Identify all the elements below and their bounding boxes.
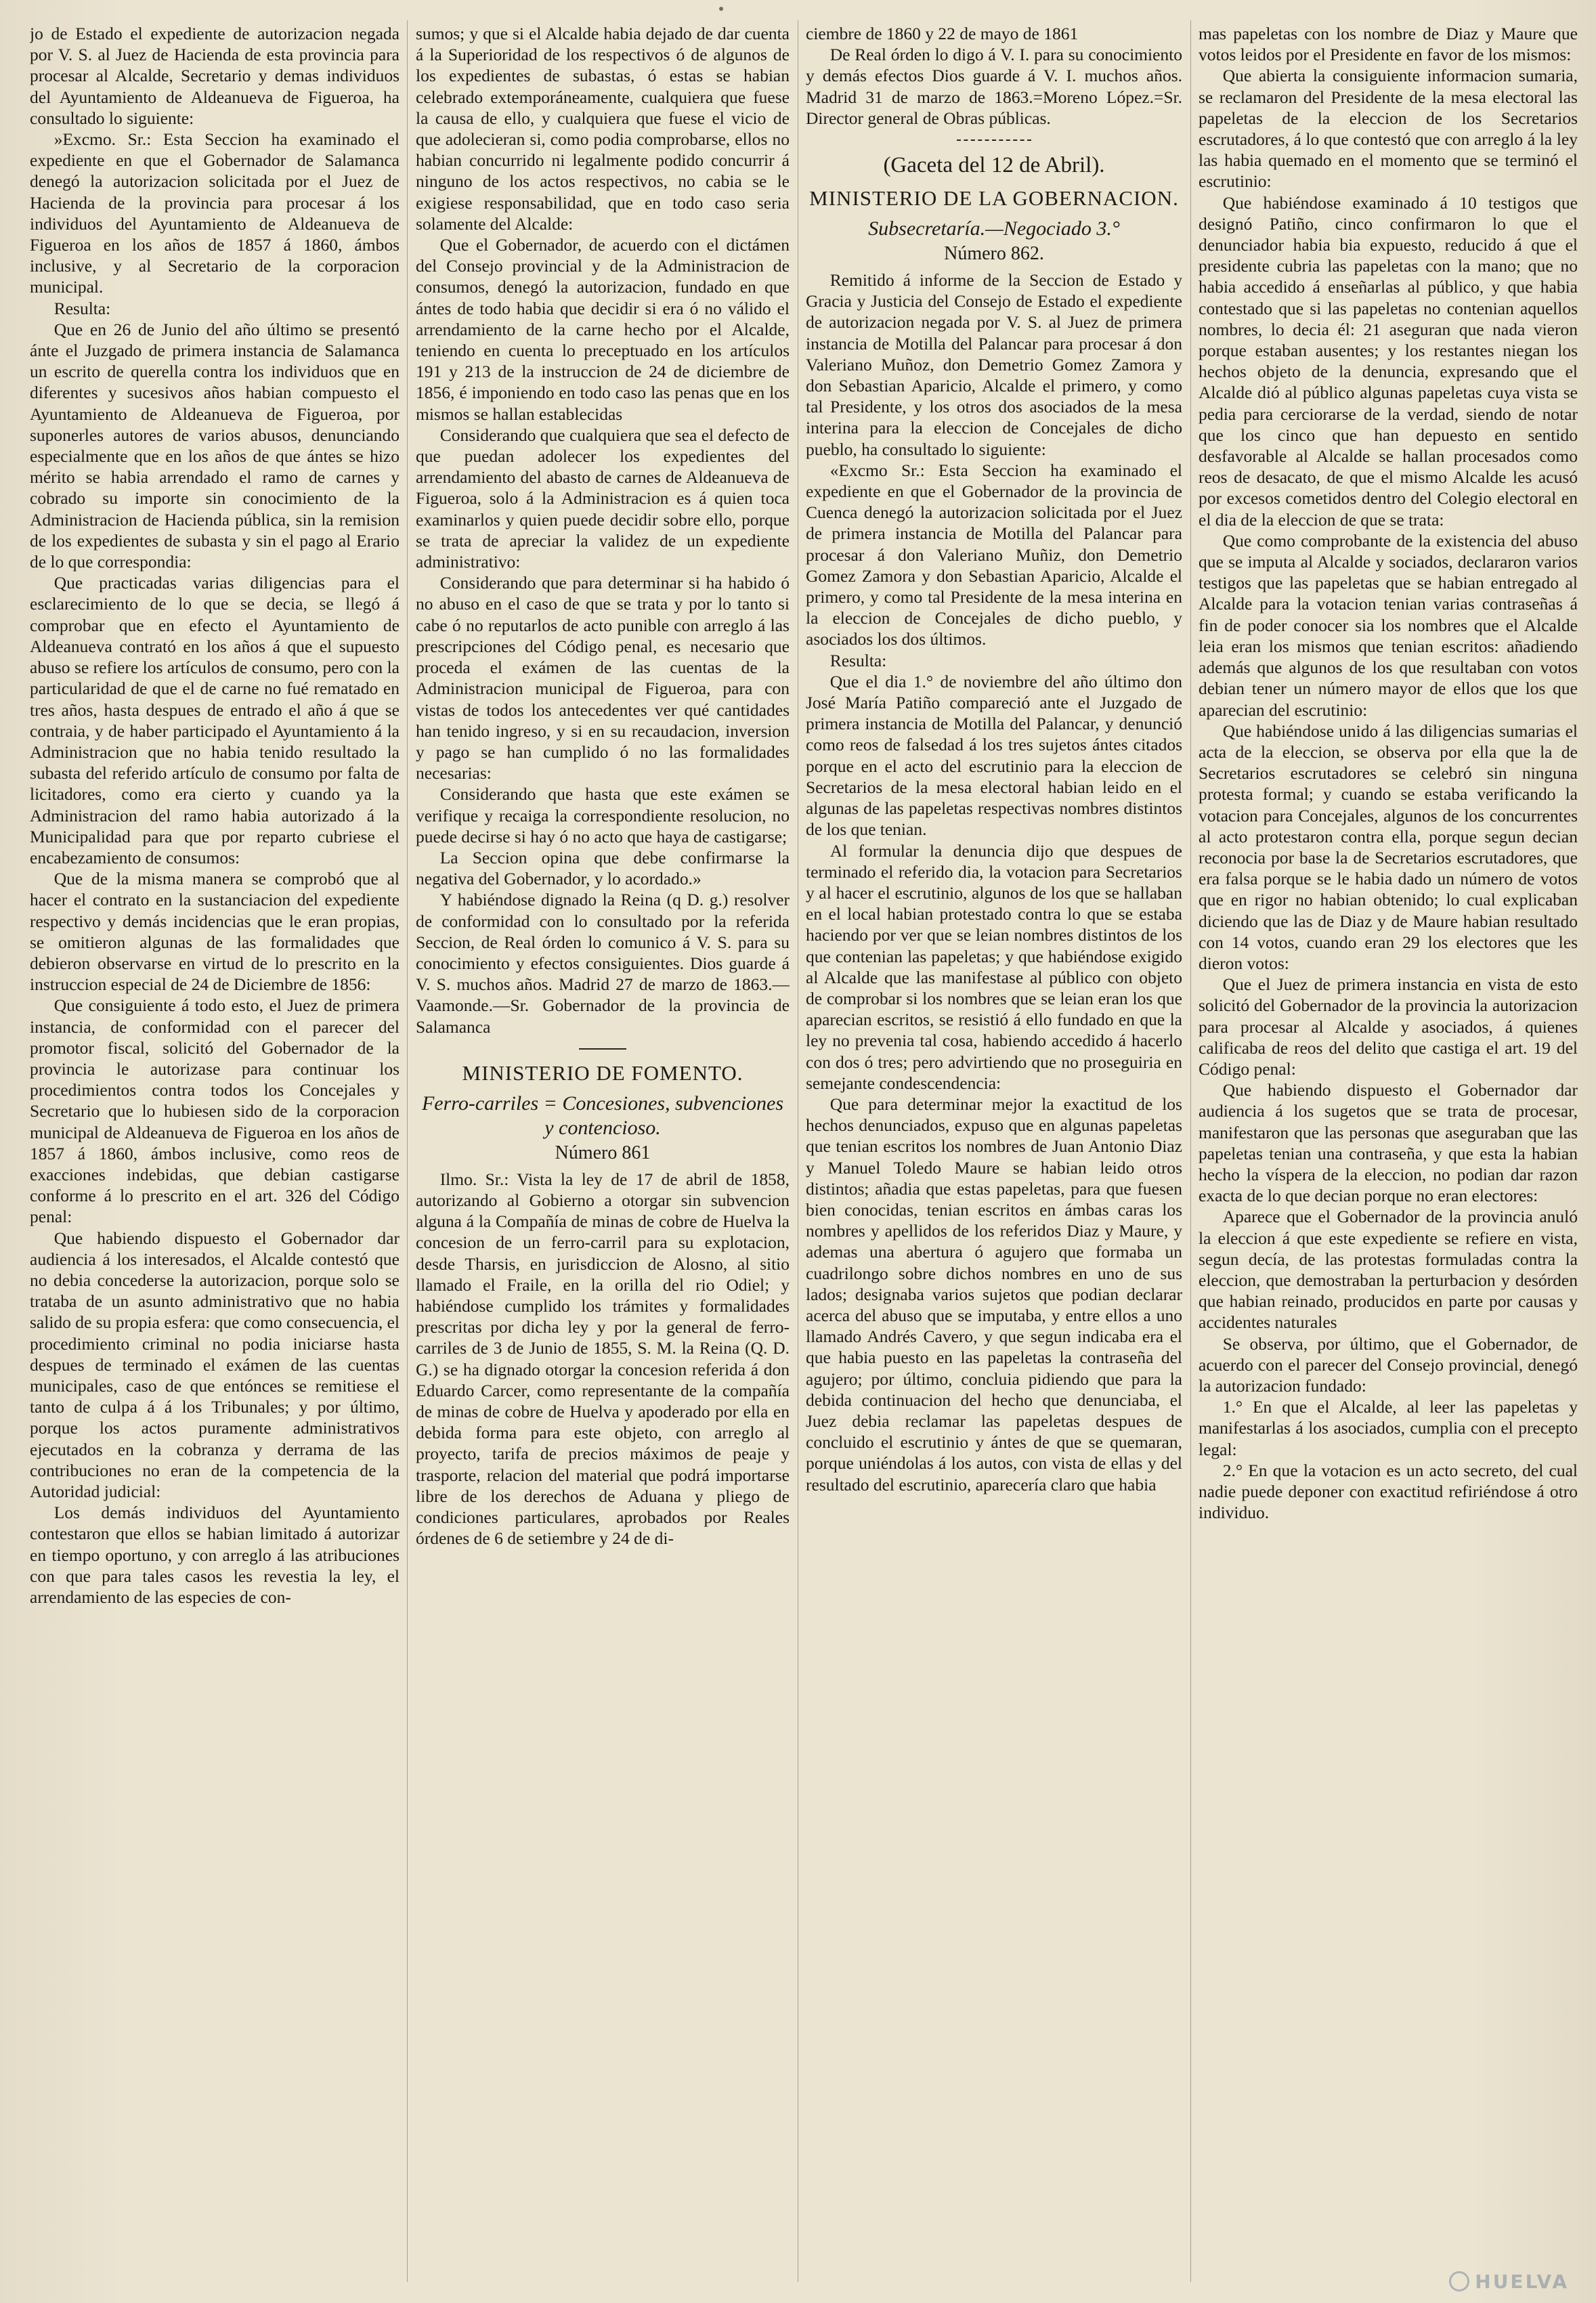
resulta-label: Resulta: [829, 650, 887, 670]
paragraph: Se observa, por último, que el Gobernador, de acuerdo con el parecer del Consejo provincial, denegó la autorizacion fundado: [1199, 1333, 1578, 1396]
section-subheading: Subsecretaría.—Negociado 3.° [868, 217, 1120, 240]
watermark-text: HUELVA [1475, 2270, 1569, 2293]
ministry-heading: MINISTERIO DE LA GOBERNACION. [809, 186, 1179, 211]
paragraph: mas papeletas con los nombre de Diaz y Maure que votos leidos por el Presidente en favor de los mismos: [1199, 24, 1578, 65]
paragraph: Remitido á informe de la Seccion de Estado y Gracia y Justicia del Consejo de Estado el expediente de autorizacion negada por V. S. al Juez de primera instancia de Motilla del Palancar para procesar á don Valeriano Muñoz, don Demetrio Gomez Zamora y don Sebastian Aparicio, Alcalde el primero, y como tal Presidente, y los otros dos asociados de la mesa interina para la eleccion de Concejales de dicho pueblo, ha consultado lo siguiente: [806, 270, 1182, 459]
column-rule [407, 20, 408, 2282]
column-1 [30, 23, 400, 2281]
document-number: Número 862. [944, 243, 1044, 265]
paragraph: Al formular la denuncia dijo que despues de terminado el referido dia, la votacion para Secretarios y al hacer el escrutinio, algunos de los que se hallaban en el local habian protestado contra lo que se estaba haciendo por ver que se leian nombres distintos de los que contenian las papeletas; y que habiéndose exigido al Alcalde que las manifestase al público con objeto de comprobar si los nombres que se leian eran los que aparecian escritos, se resistió á ello fundado en que la ley no prevenia tal cosa, habiendo accedido á hacerlo con dos ó tres; pero advirtiendo que no proseguiria en semejante condescendencia: [806, 840, 1182, 1093]
paragraph: Que practicadas varias diligencias para el esclarecimiento de lo que se decia, se llegó á comprobar que en efecto el Ayuntamiento de Aldeanueva contrató en los años á que el supuesto abuso se refiere los artículos de consumo, pero con la particularidad de que el de carne no fué rematado en tres años, hasta despues de entrado el año á que se contraia, y de haber participado el Ayuntamiento á la Administracion que no habia tenido resultado la subasta del referido artículo de consumo por falta de licitadores, como era cierto y cuando ya la Administracion del ramo habia autorizado á la Municipalidad para que por reparto cubriese el encabezamiento de consumos: [30, 573, 400, 867]
column-3 [806, 23, 1182, 2281]
paragraph: sumos; y que si el Alcalde habia dejado de dar cuenta á la Superioridad de los respectivos ó de algunos de los expedientes de subastas, ó estas se habian celebrado extemporáneamente, cualquiera que fuese la causa de ello, y cualquiera que fuese el vicio de que adolecieran si, como podia comprobarse, ellos no habian concurrido ni legalmente podido concurrir á ninguno de los actos respectivos, no cabia se le exigiese responsabilidad, que en todo caso seria solamente del Alcalde: [416, 24, 790, 234]
paragraph: La Seccion opina que debe confirmarse la negativa del Gobernador, y lo acordado.» [416, 847, 790, 889]
paragraph: Que el Gobernador, de acuerdo con el dictámen del Consejo provincial y de la Administracion de consumos, denegó la autorizacion, fundado en que ántes de todo habia que decidir si era ó no válido el arrendamiento de la carne hecho por el Alcalde, teniendo en cuenta lo preceptuado en los artículos 191 y 213 de la instruccion de 24 de diciembre de 1856, é imponiendo en todo caso las penas que en los mismos se hallan establecidas [416, 235, 790, 424]
paragraph: ciembre de 1860 y 22 de mayo de 1861 [806, 24, 1079, 43]
ministry-heading: MINISTERIO DE FOMENTO. [462, 1060, 743, 1085]
ink-dot [719, 7, 723, 11]
paragraph: Que para determinar mejor la exactitud de los hechos denunciados, expuso que en algunas papeletas que tenian escritos los nombres de Juan Antonio Diaz y Manuel Toledo Maure se habian leido otros distintos; añadia que estas papeletas, para que fuesen bien conocidas, tenian escritos en ámbas caras los nombres y apellidos de los referidos Diaz y Maure, y ademas una abertura ó agujero que formaba un cuadrilongo sobre dichos nombres en uno de sus lados; designaba varios sujetos que podian declarar acerca del abuso que se imputaba, y entre ellos a uno llamado Andrés Cavero, y que segun indicaba era el que habia puesto en las papeletas la contraseña del agujero; por último, concluia pidiendo que para la debida continuacion del hecho que denunciaba, el Juez debia reclamar las papeletas despues de concluido el escrutinio y ántes de que se quemaran, porque uniéndolas á los autos, con vista de ellas y del resultado del escrutinio, aparecería claro que habia [806, 1094, 1182, 1494]
section-subheading: Ferro-carriles = Concesiones, subvenciones y contencioso. [421, 1092, 784, 1139]
seal-icon [1449, 2271, 1469, 2291]
gaceta-date: (Gaceta del 12 de Abril). [883, 153, 1105, 178]
document-number: Número 861 [555, 1142, 651, 1163]
paragraph: Los demás individuos del Ayuntamiento contestaron que ellos se habian limitado á autorizar en tiempo oportuno, y con arreglo á las atribuciones con que para tales casos les revestia la ley, el arrendamiento de las especies de con- [30, 1503, 400, 1608]
paragraph: Que habiendo dispuesto el Gobernador dar audiencia á los interesados, el Alcalde contestó que no debia concederse la autorizacion, porque solo se trataba de un asunto administrativo que no habia salido de su propia esfera: que como consecuencia, el procedimiento criminal no podia iniciarse hasta despues de terminado el exámen de las cuentas municipales, caso de que entónces se remitiese el tanto de culpa á á los Tribunales; y por último, porque los actos puramente administrativos ejecutados en la cobranza y derrama de las contribuciones no eran de la competencia de la Autoridad judicial: [30, 1228, 400, 1502]
paragraph: Que el dia 1.° de noviembre del año último don José María Patiño compareció ante el Juzgado de primera instancia de Motilla del Palancar, y denunció como reos de falsedad á los tres sujetos ántes citados porque en el acto del escrutinio para la eleccion de Secretarios de la mesa electoral habian leido en el algunas de las papeletas respectivas nombres distintos de los que tenian. [806, 671, 1182, 840]
paragraph: »Excmo. Sr.: Esta Seccion ha examinado el expediente en que el Gobernador de Salamanca denegó la autorizacion solicitada por el Juez de Hacienda de la provincia para procesar á los individuos del Ayuntamiento de Aldeanueva de Figueroa en los años de 1857 á 1860, ámbos inclusive, y al Secretario de la corporacion municipal. [30, 129, 400, 297]
paragraph: Que habiendo dispuesto el Gobernador dar audiencia á los sugetos que se trata de procesar, manifestaron que las personas que aseguraban que las papeletas tenian una contraseña, y que esta la habian hecho la víspera de la eleccion, no podian dar razon exacta de lo que decian porque no eran electores: [1199, 1080, 1578, 1206]
paragraph: Que abierta la consiguiente informacion sumaria, se reclamaron del Presidente de la mesa electoral las papeletas de la eleccion de los Secretarios escrutadores, á lo que contestó que con arreglo á la ley las habia quemado en el momento que se terminó el escrutinio: [1199, 66, 1578, 192]
paragraph: Que en 26 de Junio del año último se presentó ánte el Juzgado de primera instancia de Salamanca un escrito de querella contra los individuos que en diferentes y sucesivos años habian compuesto el Ayuntamiento de Aldeanueva de Figueroa, por suponerles autores de varios abusos, denunciando especialmente que en los años de que ántes se hizo mérito se habia arrendado el ramo de carnes y cobrado su importe sin conocimiento de la Administracion de Hacienda pública, sin la remision de los expedientes de subasta y sin el pago al Erario de lo que correspondia: [30, 319, 400, 572]
resulta-label: Resulta: [53, 298, 111, 318]
column-2 [416, 23, 790, 2281]
paragraph: Que habiéndose unido á las diligencias sumarias el acta de la eleccion, se observa por ella que la de Secretarios escrutadores se celebró sin ninguna protesta formal; y cuando se estaba verificando la votacion para Concejales, algunos de los concurrentes al acto protestaron contra ella, porque segun decian reconocia por base la de Secretarios escrutadores, que era falsa porque se le habia dado un número de votos que en rigor no habian obtenido; lo cual explicaban diciendo que las de Diaz y de Maure habian resultado con 14 votos, cuando eran 29 los electores que les dieron votos: [1199, 720, 1578, 973]
paragraph: Que consiguiente á todo esto, el Juez de primera instancia, de conformidad con el parecer del promotor fiscal, solicitó del Gobernador de la provincia le autorizase para continuar los procedimientos contra todos los Concejales y Secretario que lo hubiesen sido de la corporacion municipal de Aldeanueva de Figueroa en los años de 1857 á 1860, ámbos inclusive, como reos de exacciones indebidas, que debian castigarse conforme á lo prescrito en el art. 326 del Código penal: [30, 995, 400, 1227]
paragraph: «Excmo Sr.: Esta Seccion ha examinado el expediente en que el Gobernador de la provincia de Cuenca denegó la autorizacion solicitada por el Juez de primera instancia de Motilla del Palancar para procesar á don Valeriano Muñiz, don Demetrio Gomez Zamora y don Sebastian Aparicio, Alcalde el primero, y como tal Presidente de la mesa interina en la eleccion de Concejales de dicho pueblo, y asociados los dos últimos. [806, 460, 1182, 649]
paragraph: Que el Juez de primera instancia en vista de esto solicitó del Gobernador de la provincia la autorizacion para procesar al Alcalde y asociados, á quienes calificaba de reos del delito que castiga el art. 19 del Código penal: [1199, 974, 1578, 1079]
library-watermark [1449, 2268, 1569, 2295]
paragraph: Considerando que para determinar si ha habido ó no abuso en el caso de que se trata y por lo tanto si cabe ó no reputarlos de acto punible con arreglo á las prescripciones del Código penal, es necesario que proceda el exámen de las cuentas de la Administracion municipal de Figueroa, para con vistas de todos los antecedentes ver qué cantidades han tenido ingreso, y si en su recaudacion, inversion y pago se han cumplido ó no las formalidades necesarias: [416, 573, 790, 783]
paragraph: Y habiéndose dignado la Reina (q D. g.) resolver de conformidad con lo consultado por la referida Seccion, de Real órden lo comunico á V. S. para su conocimiento y efectos consiguientes. Dios guarde á V. S. muchos años. Madrid 27 de marzo de 1863.—Vaamonde.—Sr. Gobernador de la provincia de Salamanca [416, 890, 790, 1037]
paragraph: Que como comprobante de la existencia del abuso que se imputa al Alcalde y sociados, declararon varios testigos que las papeletas que se habian entregado al Alcalde para la votacion tenian varias contraseñas á fin de poder conocer sia los nombres que el Alcalde leia eran los mismos que tenian escritos: añadiendo además que algunos de los que resultaban con votos debian tener un número mayor de ellos que los que aparecian del escrutinio: [1199, 530, 1578, 720]
column-rule [1190, 20, 1191, 2282]
paragraph: Considerando que cualquiera que sea el defecto de que puedan adolecer los expedientes del arrendamiento del abasto de carnes de Aldeanueva de Figueroa, solo á la Administracion es á quien toca examinarlos y quien puede decidir sobre ello, porque se trata de apreciar la validez de un expediente administrativo: [416, 425, 790, 572]
paragraph: jo de Estado el expediente de autorizacion negada por V. S. al Juez de Hacienda de esta provincia para procesar al Alcalde, Secretario y demas individuos del Ayuntamiento de Aldeanueva de Figueroa, ha consultado lo siguiente: [30, 24, 400, 128]
paragraph: De Real órden lo digo á V. I. para su conocimiento y demás efectos Dios guarde á V. I. muchos años. Madrid 31 de marzo de 1863.=Moreno López.=Sr. Director general de Obras públicas. [806, 45, 1182, 128]
paragraph: Que de la misma manera se comprobó que al hacer el contrato en la sustanciacion del expediente respectivo y demás incidencias que le eran propias, se omitieron algunas de las formalidades que debieron observarse en virtud de lo prescrito en la instruccion especial de 24 de Diciembre de 1856: [30, 869, 400, 995]
paragraph: Considerando que hasta que este exámen se verifique y recaiga la correspondiente resolucion, no puede decirse si hay ó no acto que haya de castigarse; [416, 784, 790, 846]
paragraph: Aparece que el Gobernador de la provincia anuló la eleccion á que este expediente se refiere en vista, segun decía, de las protestas formuladas contra la eleccion, que demostraban la perturbacion y desórden que habian reinado, producidos en parte por causas y accidentes naturales [1199, 1207, 1578, 1333]
section-divider [957, 139, 1031, 141]
section-divider [579, 1048, 626, 1050]
paragraph: Que habiéndose examinado á 10 testigos que designó Patiño, cinco confirmaron lo que el denunciador habia bia expuesto, reducido á que el presidente cubria las papeletas con la mano; que no habia accedido á enseñarlas al público, y que habia contestado que si las papeletas no contenian aquellos nombres, lo decia él: 21 aseguran que nada vieron porque estaban ausentes; y los restantes niegan los hechos objeto de la denuncia, expresando que el Alcalde dió al público algunas papeletas cuya vista se pedia para cerciorarse de la verdad, siendo de notar que los cinco que han depuesto en sentido desfavorable al Alcalde se hallan procesados como reos de desacato, de que el mismo Alcalde les acusó por excesos cometidos dentro del Colegio electoral en el dia de la eleccion de que se trata: [1199, 192, 1578, 530]
column-4 [1199, 23, 1578, 2281]
numbered-point: 2.° En que la votacion es un acto secreto, del cual nadie puede deponer con exactitud refiriéndose á otro individuo. [1199, 1460, 1578, 1523]
numbered-point: 1.° En que el Alcalde, al leer las papeletas y manifestarlas á los asociados, cumplia con el precepto legal: [1199, 1397, 1578, 1459]
paragraph: Ilmo. Sr.: Vista la ley de 17 de abril de 1858, autorizando al Gobierno a otorgar sin subvencion alguna á la Compañía de minas de cobre de Huelva la concesion de un ferro-carril para su explotacion, desde Tharsis, en jurisdiccion de Alosno, al sitio llamado el Fraile, en la orilla del rio Odiel; y habiéndose cumplido los trámites y formalidades prescritas por dicha ley y por la general de ferro-carriles de 3 de Junio de 1855, S. M. la Reina (Q. D. G.) se ha dignado otorgar la concesion referida á don Eduardo Carcer, como representante de la compañía de minas de cobre de Huelva y apoderado por ella en debida forma para este objeto, con arreglo al proyecto, tarifa de precios máximos de peaje y trasporte, relacion del material que podrá importarse libre de los derechos de Aduana y pliego de condiciones particulares, aprobados por Reales órdenes de 6 de setiembre y 24 de di- [416, 1169, 790, 1549]
